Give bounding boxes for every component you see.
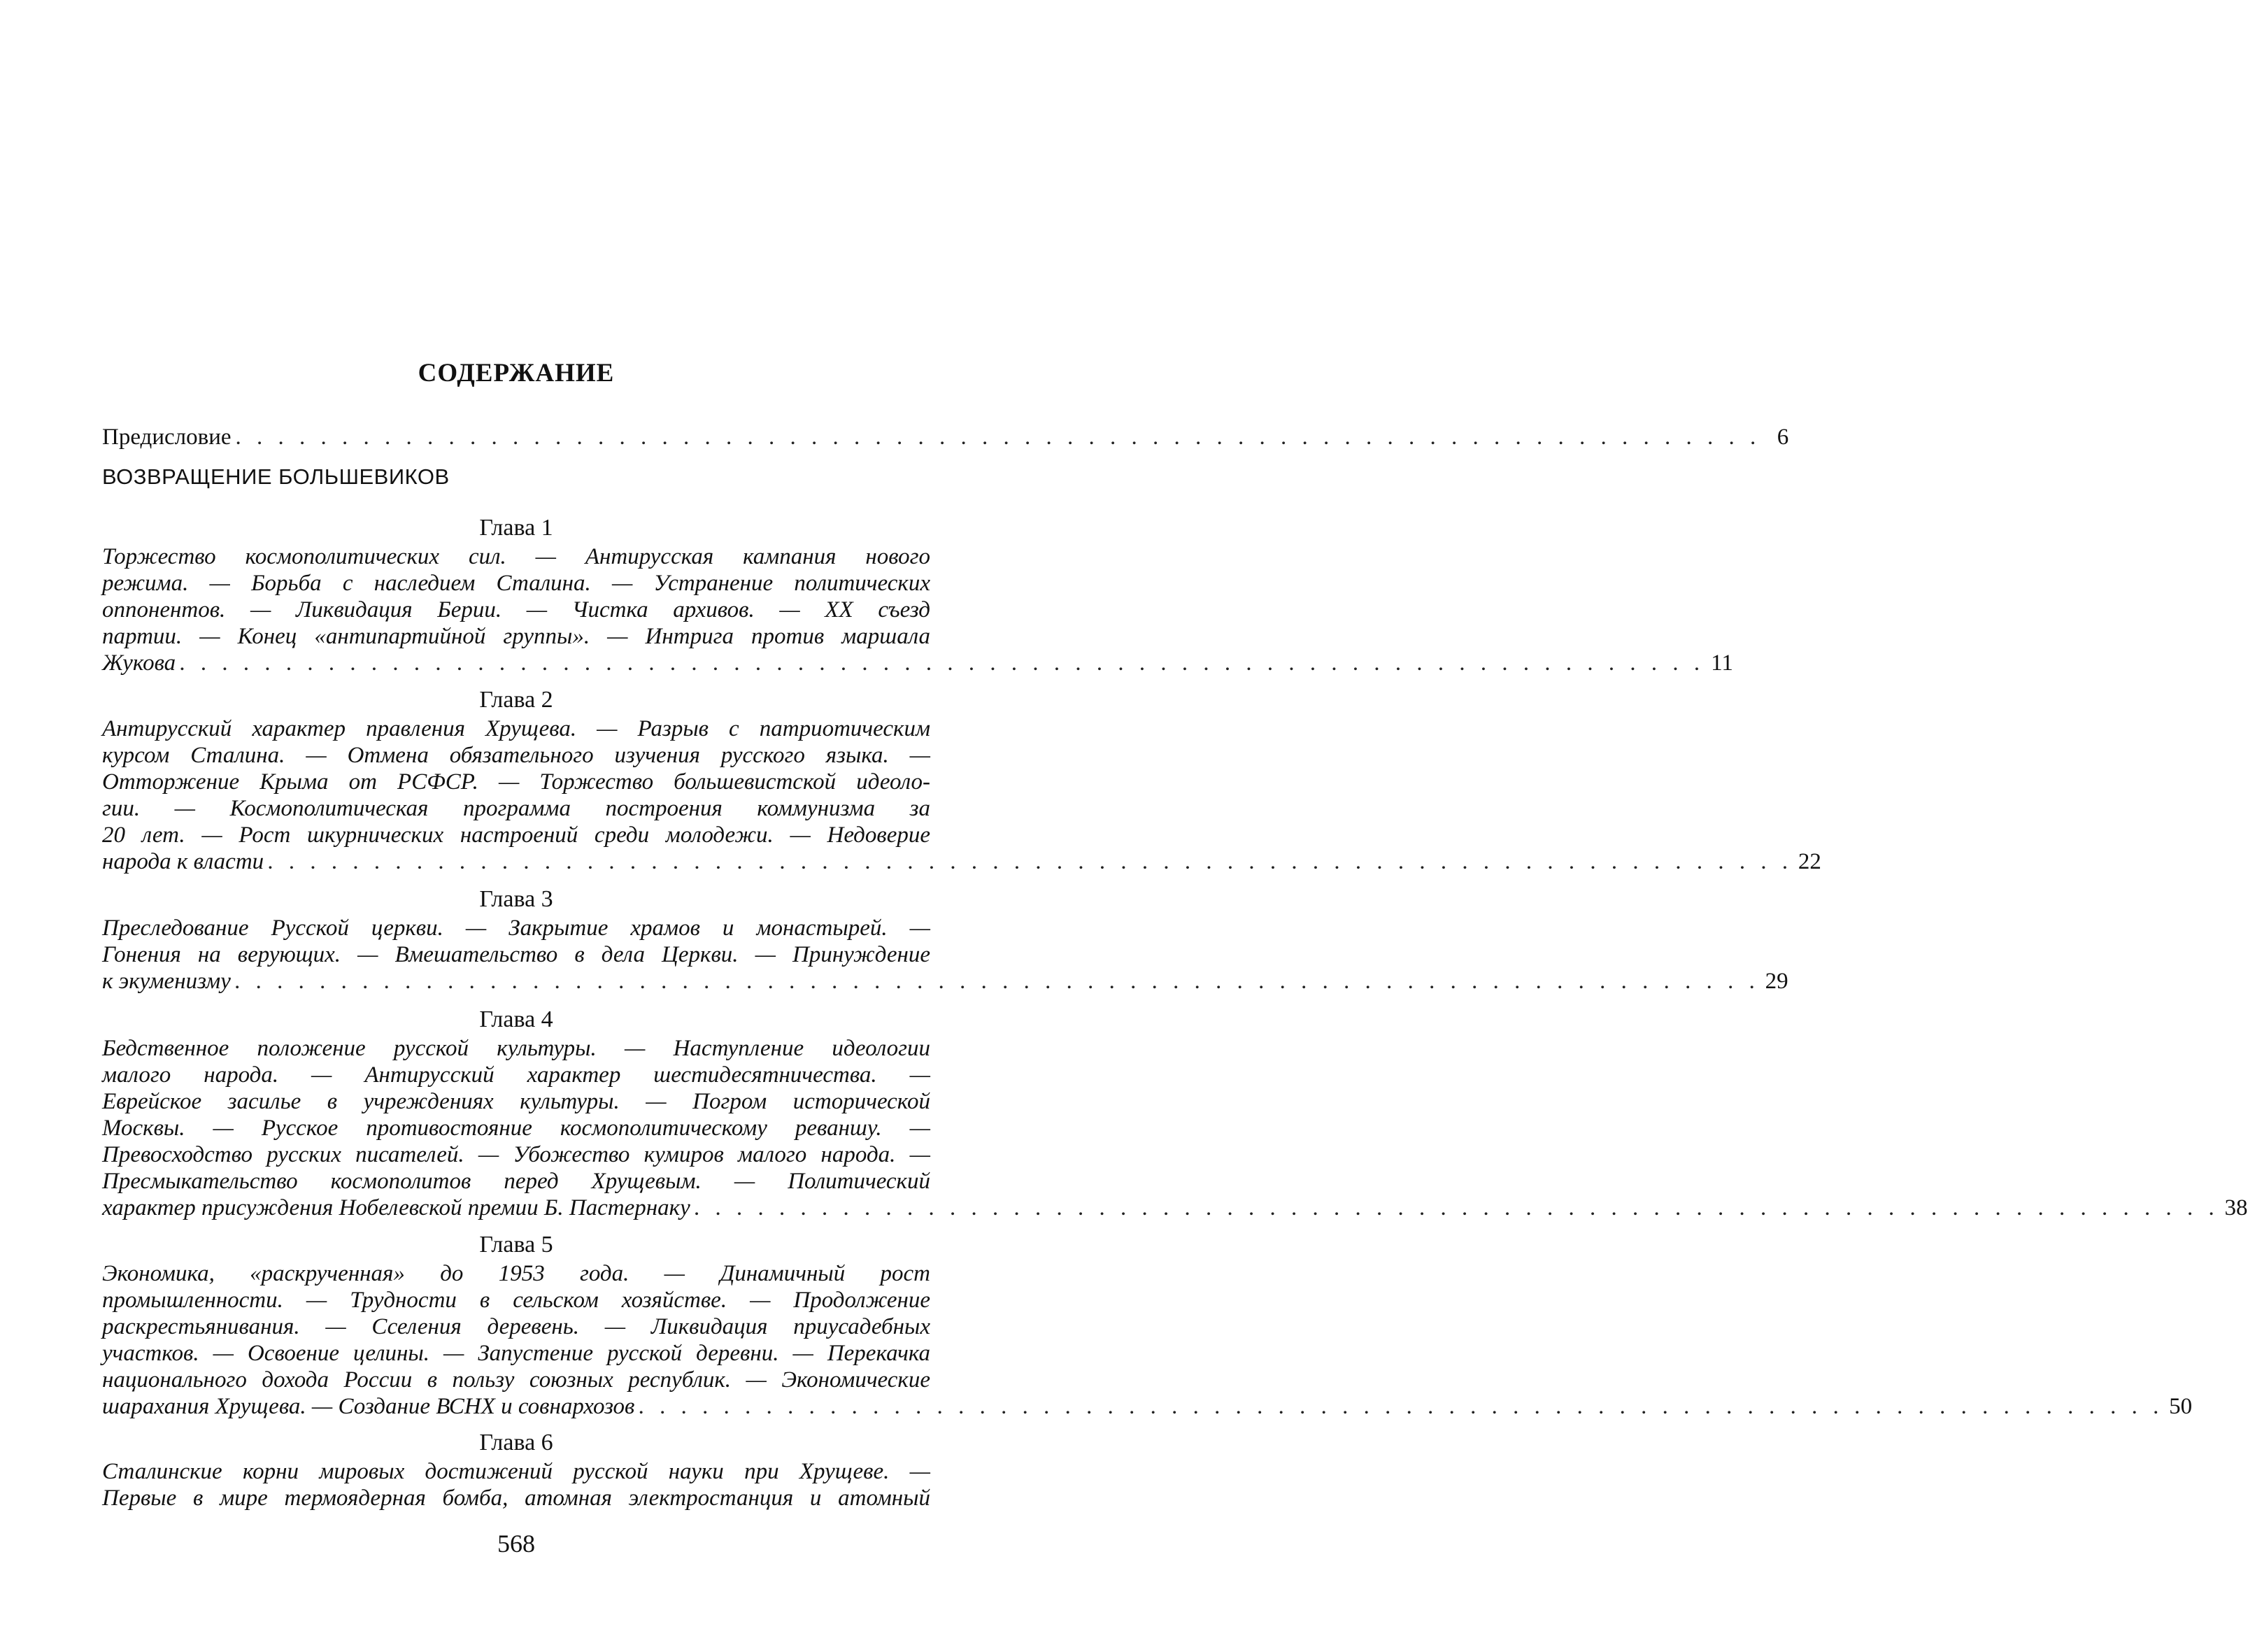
chapter-4-line: малого народа. — Антирусский характер шестидесятничества. — xyxy=(102,1062,930,1088)
chapter-2-line: курсом Сталина. — Отмена обязательного изучения русского языка. — xyxy=(102,743,930,768)
chapter-4-page: 38 xyxy=(2224,1195,2248,1220)
chapter-4-line: Москвы. — Русское противостояние космополитическому реваншу. — xyxy=(102,1116,930,1141)
leader-dots: . . . . . . . . . . . . . . . . . . . . . . . . . . . . . . . . . . . . . . . . . . . . . . . . . . . . . . . . . . . . . . . . . . . . . . . . xyxy=(639,1394,2165,1419)
chapter-5-line: национального дохода России в пользу союзных республик. — Экономические xyxy=(102,1367,930,1393)
chapter-2-heading: Глава 2 xyxy=(479,687,553,713)
chapter-3-page: 29 xyxy=(1765,969,1788,994)
chapter-3-entry xyxy=(102,915,1788,995)
chapter-1-heading: Глава 1 xyxy=(479,515,553,541)
contents-title: СОДЕРЖАНИЕ xyxy=(418,359,615,387)
chapter-3-line: к экуменизму xyxy=(102,969,231,994)
leader-dots: . . . . . . . . . . . . . . . . . . . . . . . . . . . . . . . . . . . . . . . . . . . . . . . . . . . . . . . . . . . . . . . . . . . . . . . . xyxy=(234,969,1760,994)
section-title: ВОЗВРАЩЕНИЕ БОЛЬШЕВИКОВ xyxy=(102,464,450,489)
page-number: 568 xyxy=(497,1530,535,1558)
chapter-3-heading: Глава 3 xyxy=(479,886,553,912)
chapter-4-heading: Глава 4 xyxy=(479,1006,553,1032)
chapter-5-line: Экономика, «раскрученная» до 1953 года. — Динамичный рост xyxy=(102,1261,930,1286)
leader-dots: . . . . . . . . . . . . . . . . . . . . . . . . . . . . . . . . . . . . . . . . . . . . . . . . . . . . . . . . . . . . . . . . . . . . . . . . xyxy=(268,849,1793,874)
chapter-4-line: Пресмыкательство космополитов перед Хрущевым. — Политический xyxy=(102,1169,930,1194)
chapter-4-line: Бедственное положение русской культуры. — Наступление идеологии xyxy=(102,1036,930,1061)
chapter-4-line: характер присуждения Нобелевской премии Б. Пастернаку xyxy=(102,1195,690,1220)
chapter-5-line: участков. — Освоение целины. — Запустение русской деревни. — Перекачка xyxy=(102,1341,930,1366)
chapter-6-heading: Глава 6 xyxy=(479,1430,553,1455)
chapter-5-entry xyxy=(102,1260,2193,1420)
chapter-3-line: Преследование Русской церкви. — Закрытие храмов и монастырей. — xyxy=(102,916,930,941)
chapter-6-entry xyxy=(102,1458,930,1511)
chapter-2-line: 20 лет. — Рост шкурнических настроений среди молодежи. — Недоверие xyxy=(102,823,930,848)
leader-dots: . . . . . . . . . . . . . . . . . . . . . . . . . . . . . . . . . . . . . . . . . . . . . . . . . . . . . . . . . . . . . . . . . . . . . . . . xyxy=(180,650,1705,676)
preface-page: 6 xyxy=(1777,425,1789,450)
chapter-1-page: 11 xyxy=(1711,650,1733,676)
chapter-4-line: Еврейское засилье в учреждениях культуры. — Погром исторической xyxy=(102,1089,930,1114)
chapter-6-line: Сталинские корни мировых достижений русской науки при Хрущеве. — xyxy=(102,1459,930,1484)
chapter-6-line: Первые в мире термоядерная бомба, атомная электростанция и атомный xyxy=(102,1486,930,1511)
chapter-1-entry xyxy=(102,543,1733,676)
chapter-5-line: промышленности. — Трудности в сельском хозяйстве. — Продолжение xyxy=(102,1288,930,1313)
chapter-4-entry xyxy=(102,1035,2248,1221)
chapter-5-line: шарахания Хрущева. — Создание ВСНХ и совнархозов xyxy=(102,1394,635,1419)
chapter-3-line: Гонения на верующих. — Вмешательство в дела Церкви. — Принуждение xyxy=(102,942,930,967)
chapter-5-line: раскрестьянивания. — Сселения деревень. — Ликвидация приусадебных xyxy=(102,1314,930,1339)
chapter-2-line: гии. — Космополитическая программа построения коммунизма за xyxy=(102,796,930,821)
chapter-5-page: 50 xyxy=(2169,1394,2193,1419)
chapter-1-line: Жукова xyxy=(102,650,176,676)
chapter-1-line: партии. — Конец «антипартийной группы». — Интрига против маршала xyxy=(102,624,930,649)
chapter-2-page: 22 xyxy=(1798,849,1821,874)
preface-label: Предисловие xyxy=(102,425,232,450)
chapter-2-line: Антирусский характер правления Хрущева. — Разрыв с патриотическим xyxy=(102,716,930,741)
leader-dots: . . . . . . . . . . . . . . . . . . . . . . . . . . . . . . . . . . . . . . . . . . . . . . . . . . . . . . . . . . . . . . . . . . . . . . . . xyxy=(694,1195,2220,1220)
chapter-4-line: Превосходство русских писателей. — Убожество кумиров малого народа. — xyxy=(102,1142,930,1167)
chapter-2-line: Отторжение Крыма от РСФСР. — Торжество большевистской идеоло- xyxy=(102,769,930,795)
chapter-5-heading: Глава 5 xyxy=(479,1232,553,1258)
chapter-1-line: Торжество космополитических сил. — Антирусская кампания нового xyxy=(102,544,930,569)
chapter-2-entry xyxy=(102,715,1821,875)
chapter-1-line: оппонентов. — Ликвидация Берии. — Чистка архивов. — XX съезд xyxy=(102,597,930,622)
chapter-1-line: режима. — Борьба с наследием Сталина. — Устранение политических xyxy=(102,571,930,596)
leader-dots: . . . . . . . . . . . . . . . . . . . . . . . . . . . . . . . . . . . . . . . . . . . . . . . . . . . . . . . . . . . . . . . . . . . . . . . . xyxy=(235,425,1761,450)
preface-entry xyxy=(102,424,1789,450)
chapter-2-line: народа к власти xyxy=(102,849,264,874)
